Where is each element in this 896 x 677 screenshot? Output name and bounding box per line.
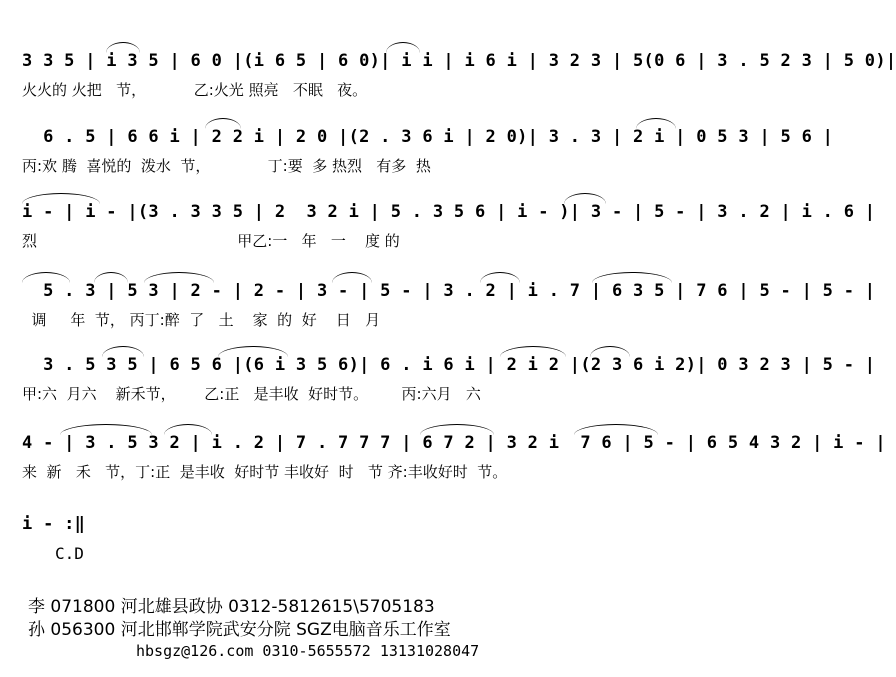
slur-mark: [480, 272, 520, 283]
slur-mark: [106, 42, 140, 53]
notation-line: i - | i - |(3 . 3 3 5 | 2 3 2 i | 5 . 3 5 6 | i - )| 3 - | 5 - | 3 . 2 | i . 6 |: [22, 202, 876, 222]
notation-line: 5 . 3 | 5 3 | 2 - | 2 - | 3 - | 5 - | 3 . 2 | i . 7 | 6 3 5 | 7 6 | 5 - | 5 - |: [22, 281, 876, 301]
slur-mark: [386, 42, 420, 53]
slur-mark: [22, 272, 70, 283]
notation-line: 4 - | 3 . 5 3 2 | i . 2 | 7 . 7 7 7 | 6 7 2 | 3 2 i 7 6 | 5 - | 6 5 4 3 2 | i - |: [22, 433, 886, 453]
slur-mark: [218, 346, 288, 357]
lyric-line: 丙:欢 腾 喜悦的 泼水 节， 丁:要 多 热烈 有多 热: [22, 157, 431, 175]
slur-mark: [564, 193, 606, 204]
slur-mark: [636, 118, 676, 129]
lyric-line: 火火的 火把 节， 乙:火光 照亮 不眠 夜。: [22, 81, 368, 99]
notation-line: 6 . 5 | 6 6 i | 2 2 i | 2 0 |(2 . 3 6 i | 2 0)| 3 . 3 | 2 i | 0 5 3 | 5 6 |: [22, 127, 834, 147]
slur-mark: [205, 118, 241, 129]
slur-mark: [22, 193, 100, 204]
notation-line: 3 . 5 3 5 | 6 5 6 |(6 i 3 5 6)| 6 . i 6 i | 2 i 2 |(2 3 6 i 2)| 0 3 2 3 | 5 - |: [22, 355, 876, 375]
slur-mark: [574, 424, 658, 435]
slur-mark: [144, 272, 214, 283]
slur-mark: [102, 346, 144, 357]
credit-line-2: 孙 056300 河北邯郸学院武安分院 SGZ电脑音乐工作室: [28, 620, 451, 640]
lyric-line: 烈 甲乙:一 年 一 度 的: [22, 232, 400, 250]
slur-mark: [94, 272, 128, 283]
slur-mark: [420, 424, 494, 435]
ending-notation: i - :‖: [22, 514, 86, 534]
slur-mark: [592, 272, 672, 283]
credit-line-1: 李 071800 河北雄县政协 0312-5812615\5705183: [28, 597, 435, 617]
contact-line: hbsgz@126.com 0310-5655572 13131028047: [136, 642, 480, 660]
slur-mark: [332, 272, 372, 283]
notation-line: 3 3 5 | i 3 5 | 6 0 |(i 6 5 | 6 0)| i i | i 6 i | 3 2 3 | 5(0 6 | 3 . 5 2 3 | 5 0)|: [22, 51, 896, 71]
slur-mark: [590, 346, 630, 357]
slur-mark: [60, 424, 152, 435]
slur-mark: [164, 424, 212, 435]
lyric-line: 甲:六 月六 新禾节， 乙:正 是丰收 好时节。 丙:六月 六: [22, 385, 481, 403]
lyric-line: 来 新 禾 节，丁:正 是丰收 好时节 丰收好 时 节 齐:丰收好时 节。: [22, 463, 508, 481]
score-signature: C.D: [55, 544, 84, 563]
slur-mark: [500, 346, 566, 357]
lyric-line: 调 年 节， 丙丁:醉 了 土 家 的 好 日 月: [22, 311, 381, 329]
